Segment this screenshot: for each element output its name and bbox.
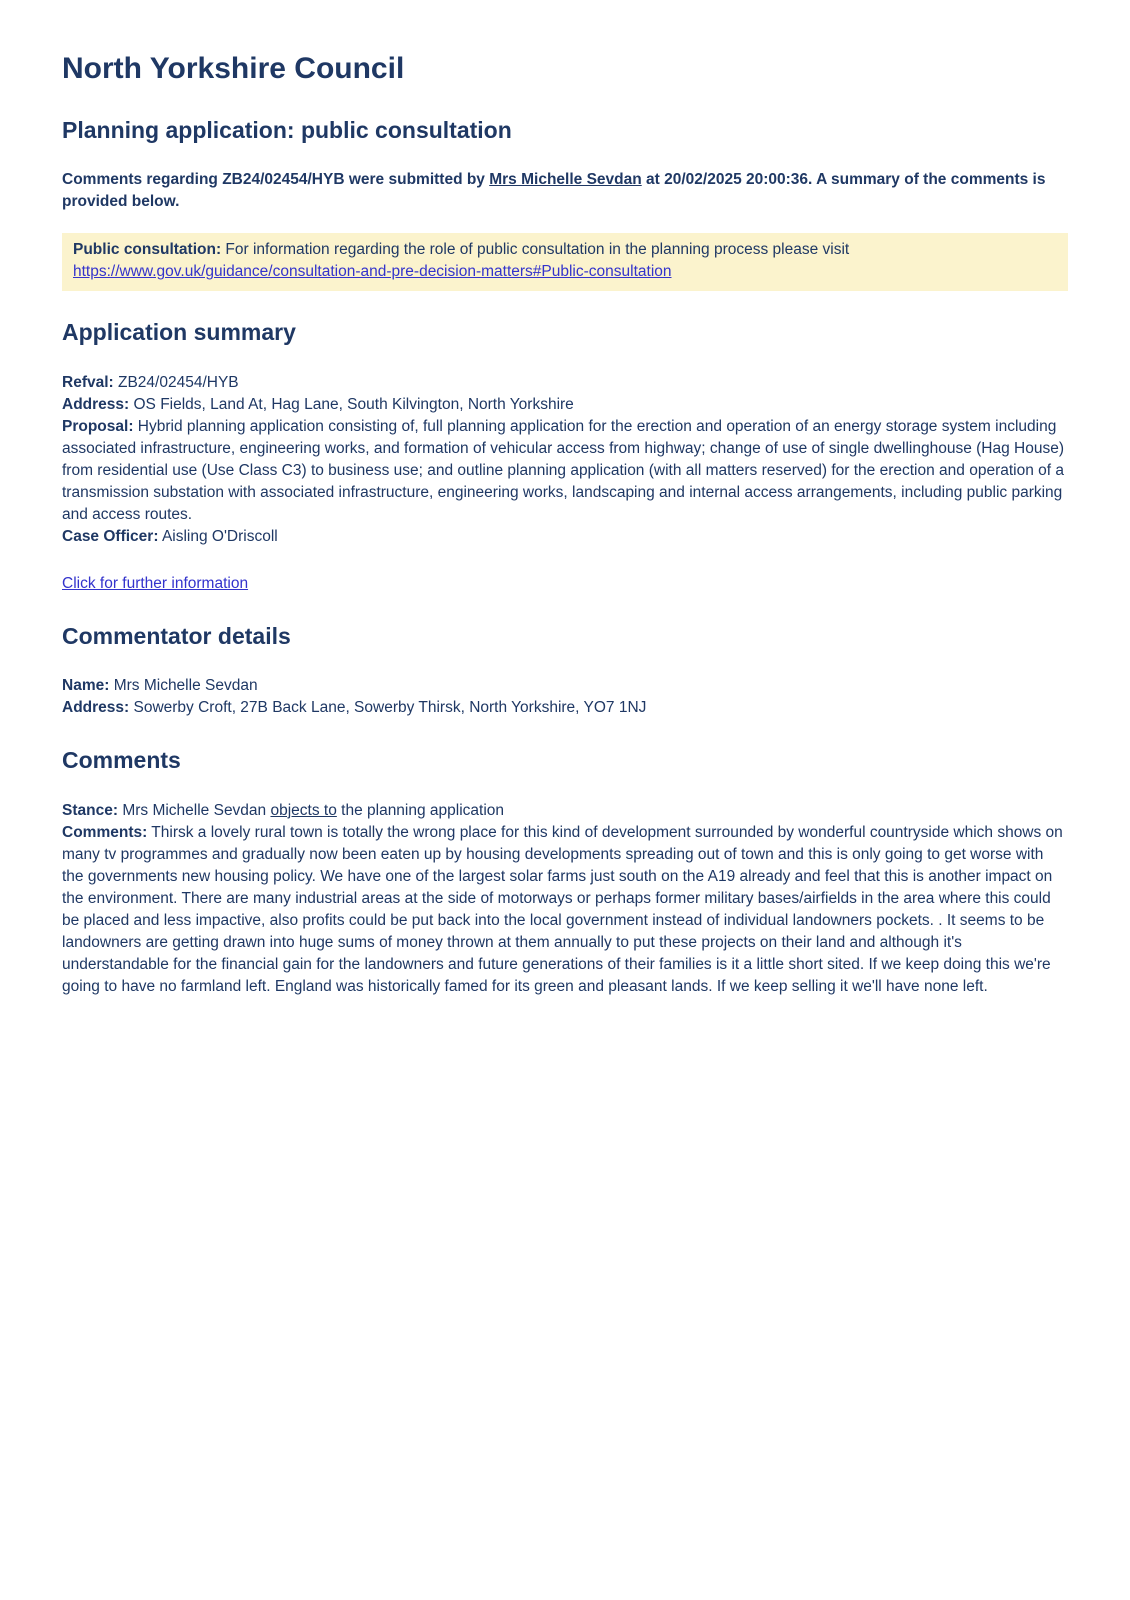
commentator-address-row xyxy=(62,697,1068,719)
page-title: North Yorkshire Council xyxy=(62,52,405,85)
stance-label: Stance: xyxy=(62,801,118,819)
application-summary-details xyxy=(62,372,1068,548)
stance-objects-to-underlined: objects to xyxy=(270,801,337,819)
refval-label: Refval: xyxy=(62,373,114,391)
comments-text-value: Thirsk a lovely rural town is totally the wrong place for this kind of development surrounded by wonderful countryside which shows on many tv programmes and gradually now been eaten up by housing developments spreading out of town and this is only going to get worse with the governments new housing policy. We have one of the largest solar farms just south on the A19 already and feel that this is another impact on the environment. There are many industrial areas at the side of motorways or perhaps former military bases/airfields in the area where this could be placed and less impactive, also profits could be put back into the local government instead of individual landowners pockets. . It seems to be landowners are getting drawn into huge sums of money thrown at them annually to put these projects on their land and although it's understandable for the financial gain for the landowners and future generations of their families is it a little short sited. If we keep doing this we're going to have no farmland left. England was historically famed for its green and pleasant lands. If we keep selling it we'll have none left. xyxy=(62,823,1063,995)
notice-text: For information regarding the role of public consultation in the planning process please visit xyxy=(221,241,850,259)
proposal-label: Proposal: xyxy=(62,417,134,435)
site-address-value: OS Fields, Land At, Hag Lane, South Kilvington, North Yorkshire xyxy=(133,395,574,413)
refval-row xyxy=(62,372,1068,394)
refval-value: ZB24/02454/HYB xyxy=(118,373,239,391)
further-information-link[interactable]: Click for further information xyxy=(62,574,249,592)
proposal-value: Hybrid planning application consisting of, full planning application for the erection and operation of an energy storage system including associated infrastructure, engineering works, and formation of vehicular access from highway; change of use of single dwellinghouse (Hag House) from residential use (Use Class C3) to business use; and outline planning application (with all matters reserved) for the erection and operation of a transmission substation with associated infrastructure, engineering works, landscaping and internal access arrangements, including public parking and access routes. xyxy=(62,417,1065,523)
section-heading-application-summary: Application summary xyxy=(62,319,296,346)
commentator-details-block xyxy=(62,675,1068,719)
case-officer-label: Case Officer: xyxy=(62,527,159,545)
stance-pre: Mrs Michelle Sevdan xyxy=(122,801,271,819)
commentator-name-row xyxy=(62,675,1068,697)
site-address-label: Address: xyxy=(62,395,130,413)
submission-summary xyxy=(62,169,1068,213)
case-officer-row xyxy=(62,526,1068,548)
commentator-address-value: Sowerby Croft, 27B Back Lane, Sowerby Thirsk, North Yorkshire, YO7 1NJ xyxy=(133,699,647,717)
commentator-name-underlined: Mrs Michelle Sevdan xyxy=(489,171,642,189)
proposal-row xyxy=(62,416,1068,526)
commentator-name-value: Mrs Michelle Sevdan xyxy=(113,677,258,695)
case-officer-value: Aisling O'Driscoll xyxy=(161,527,278,545)
submission-summary-pre: Comments regarding ZB24/02454/HYB were submitted by xyxy=(62,171,490,189)
notice-label: Public consultation: xyxy=(73,241,222,259)
site-address-row xyxy=(62,394,1068,416)
further-information-row xyxy=(62,573,1068,595)
commentator-address-label: Address: xyxy=(62,699,130,717)
comments-label: Comments: xyxy=(62,823,148,841)
gov-uk-consultation-link[interactable]: https://www.gov.uk/guidance/consultation-and-pre-decision-matters#Public-consultation xyxy=(73,263,672,281)
submission-summary-post: at 20/02/2025 20:00:36. A summary of the comments is provided below. xyxy=(62,171,1046,211)
section-heading-commentator-details: Commentator details xyxy=(62,622,291,649)
section-heading-comments: Comments xyxy=(62,747,181,774)
public-consultation-notice xyxy=(62,233,1068,291)
stance-post: the planning application xyxy=(336,801,505,819)
commentator-name-label: Name: xyxy=(62,677,110,695)
stance-row xyxy=(62,800,1068,822)
comments-text-row xyxy=(62,822,1068,998)
page-subtitle: Planning application: public consultation xyxy=(62,117,512,143)
comments-block xyxy=(62,800,1068,998)
